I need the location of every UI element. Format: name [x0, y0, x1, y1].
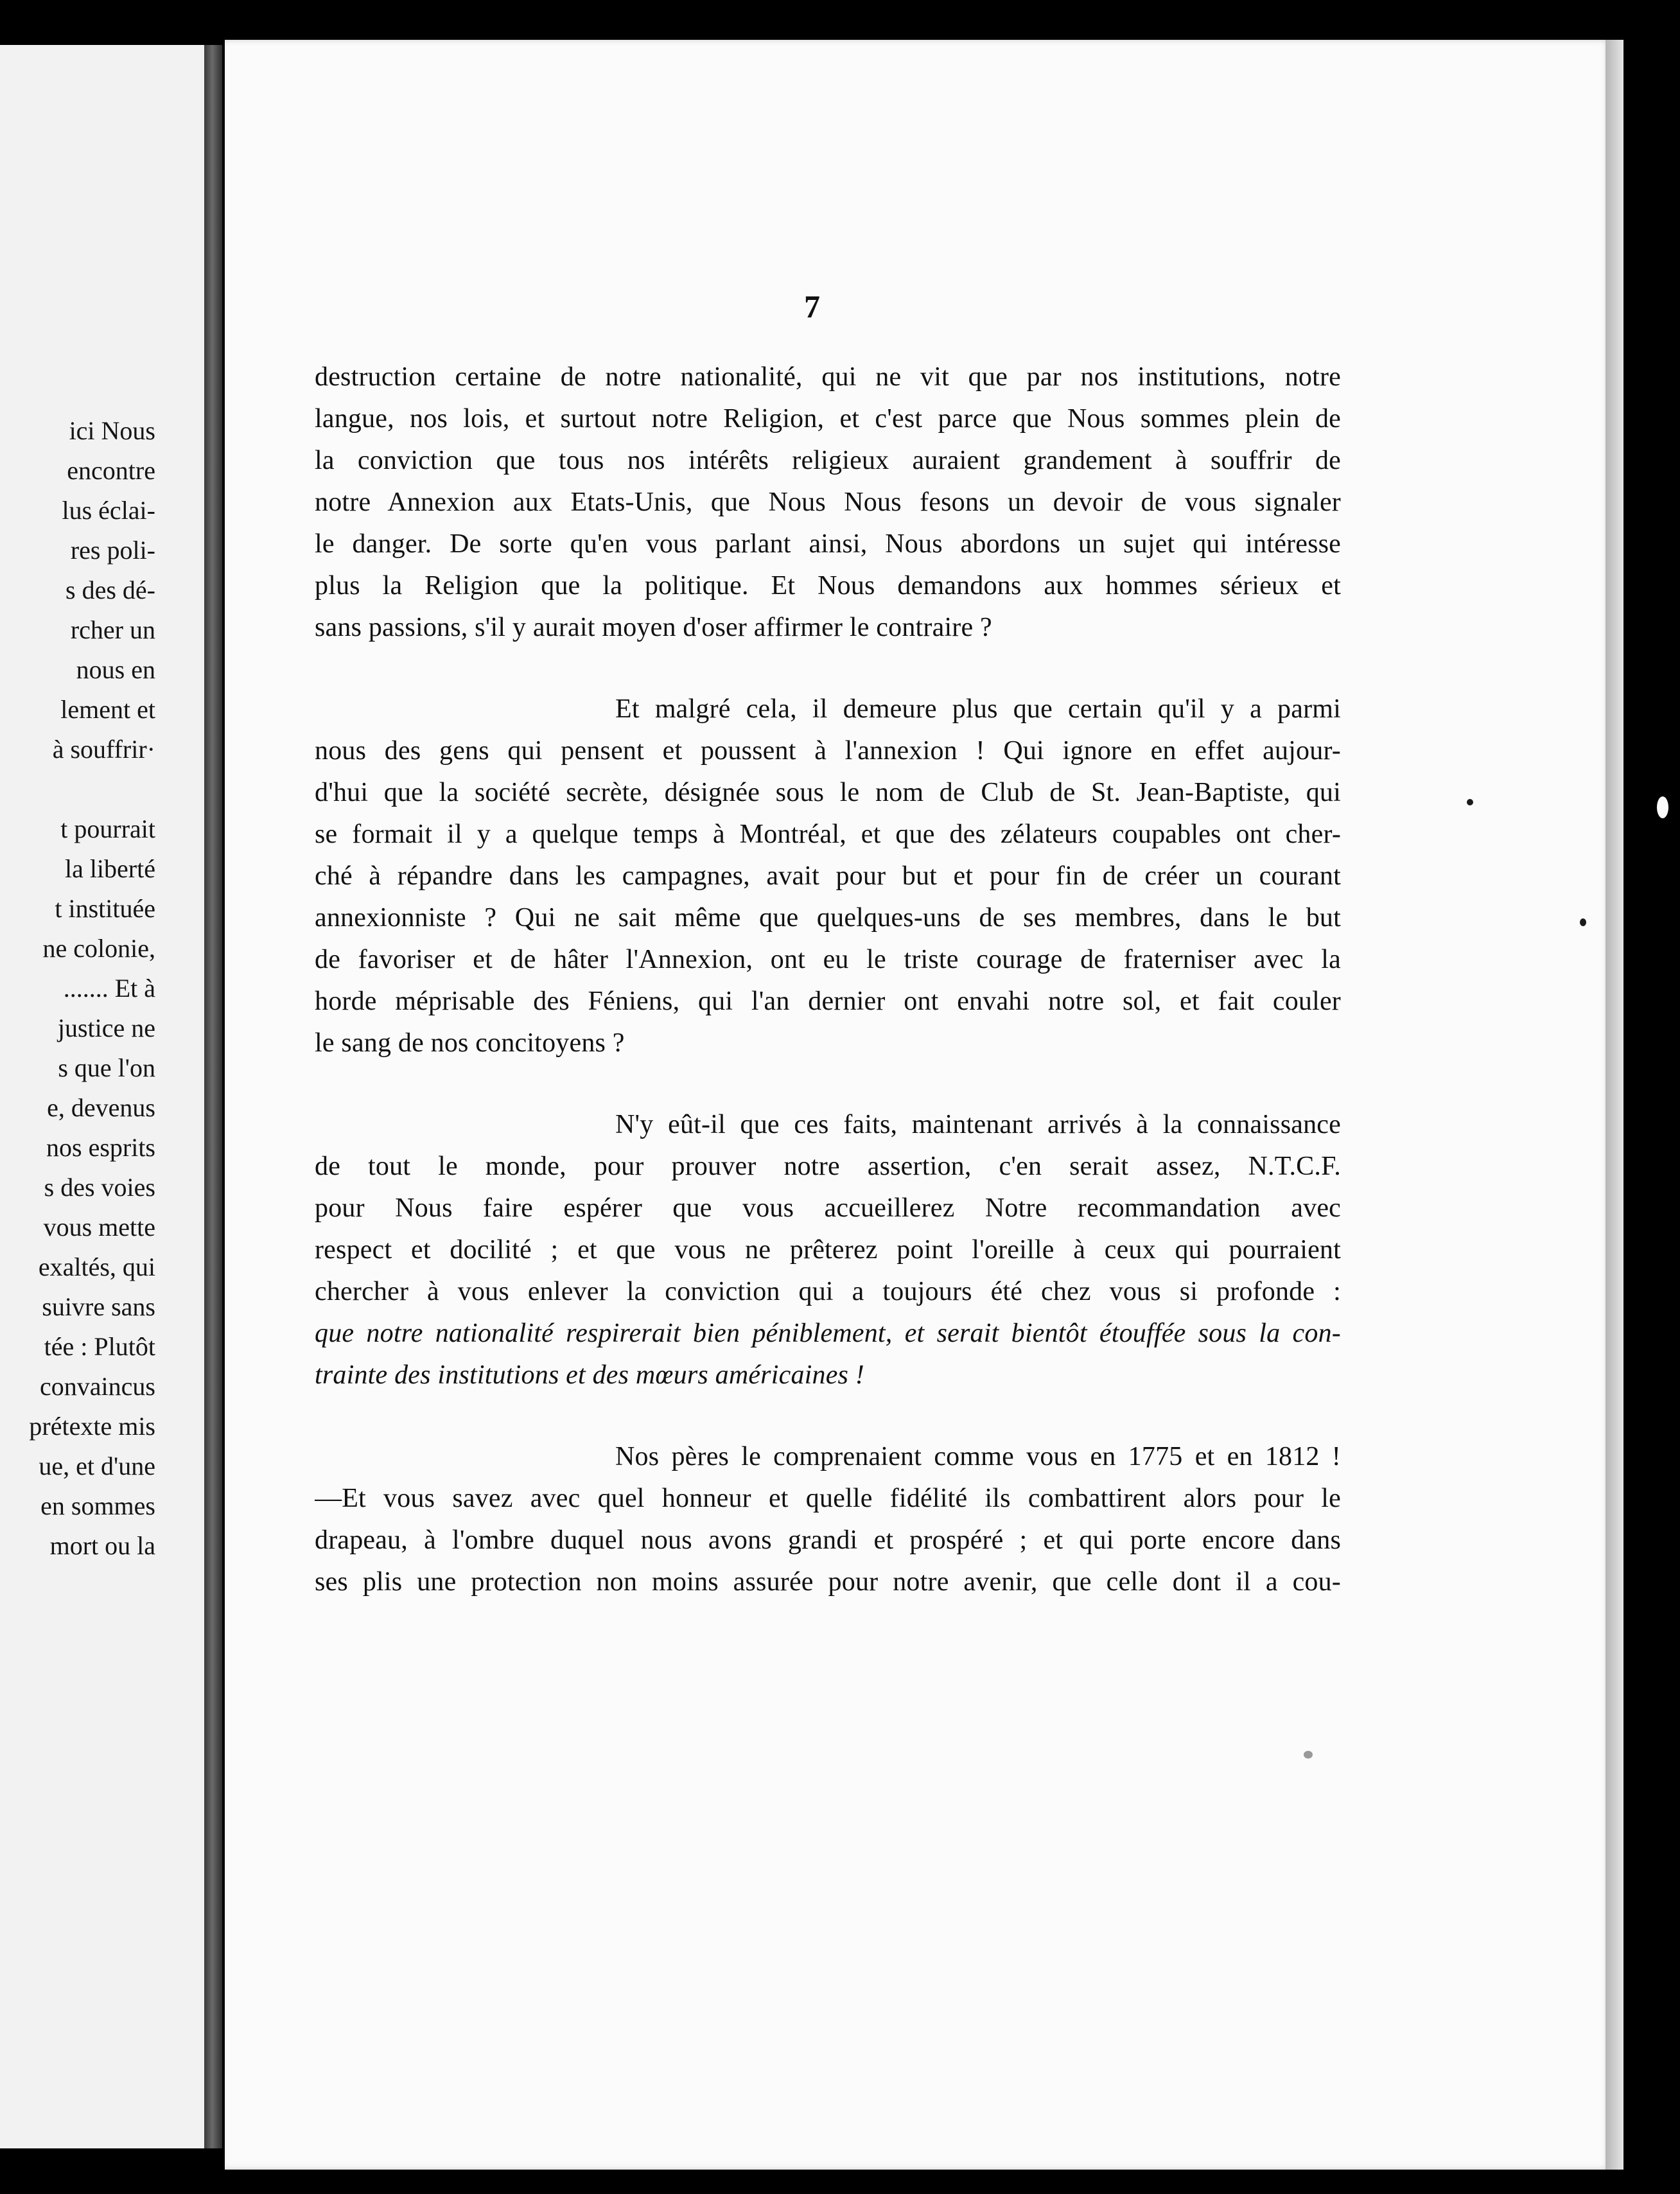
previous-page-line: mort ou la [49, 1531, 155, 1560]
text-line: la conviction que tous nos intérêts religieux auraient grandement à souffrir de [315, 446, 1341, 475]
paragraph [315, 356, 1341, 649]
text-line: N'y eût-il que ces faits, maintenant arrivés à la connaissance [615, 1110, 1341, 1139]
scan-speck [1580, 918, 1586, 926]
previous-page-fragment [0, 45, 207, 2148]
previous-page-line: rcher un [70, 615, 155, 644]
previous-page-line: lus éclai- [62, 496, 155, 525]
page-edge [1606, 40, 1623, 2170]
text-line: Nos pères le comprenaient comme vous en 1775 et en 1812 ! [615, 1442, 1341, 1471]
text-line: sans passions, s'il y aurait moyen d'oser affirmer le contraire ? [315, 613, 992, 642]
text-line: pour Nous faire espérer que vous accueillerez Notre recommandation avec [315, 1193, 1341, 1223]
text-line: notre Annexion aux Etats-Unis, que Nous Nous fesons un devoir de vous signaler [315, 487, 1341, 517]
previous-page-line: suivre sans [42, 1292, 155, 1321]
text-line: trainte des institutions et des mœurs américaines ! [315, 1360, 864, 1390]
previous-page-line: nos esprits [46, 1133, 155, 1162]
text-line: drapeau, à l'ombre duquel nous avons grandi et prospéré ; et qui porte encore dans [315, 1525, 1341, 1555]
text-line: nous des gens qui pensent et poussent à l'annexion ! Qui ignore en effet aujour- [315, 736, 1341, 766]
text-line: de favoriser et de hâter l'Annexion, ont eu le triste courage de fraterniser avec la [315, 945, 1341, 974]
text-line: langue, nos lois, et surtout notre Religion, et c'est parce que Nous sommes plein de [315, 404, 1341, 434]
previous-page-line: lement et [60, 695, 155, 724]
previous-page-line: s que l'on [58, 1053, 155, 1082]
text-line: annexionniste ? Qui ne sait même que quelques-uns de ses membres, dans le but [315, 903, 1341, 933]
scan-speck [1467, 799, 1473, 805]
previous-page-line: ue, et d'une [39, 1452, 155, 1480]
paragraph [315, 1104, 1341, 1396]
text-line: respect et docilité ; et que vous ne prêterez point l'oreille à ceux qui pourraient [315, 1235, 1341, 1265]
text-line: se formait il y a quelque temps à Montréal, et que des zélateurs coupables ont cher- [315, 820, 1341, 849]
previous-page-line: encontre [67, 456, 155, 485]
text-line: —Et vous savez avec quel honneur et quelle fidélité ils combattirent alors pour le [315, 1484, 1341, 1513]
scan-speck [1657, 796, 1668, 818]
previous-page-line: la liberté [64, 854, 155, 883]
previous-page-line: s des voies [44, 1173, 155, 1202]
previous-page-line: ne colonie, [42, 934, 155, 963]
text-line: horde méprisable des Féniens, qui l'an dernier ont envahi notre sol, et fait couler [315, 987, 1341, 1016]
previous-page-line: prétexte mis [29, 1412, 155, 1441]
scan-speck [1304, 1751, 1313, 1759]
previous-page-gap [0, 769, 206, 809]
previous-page-line: justice ne [57, 1014, 155, 1042]
previous-page-line: s des dé- [66, 575, 155, 604]
paragraph [315, 1436, 1341, 1603]
previous-page-line: vous mette [43, 1213, 155, 1242]
page-number: 7 [804, 288, 820, 324]
text-line: Et malgré cela, il demeure plus que certain qu'il y a parmi [615, 694, 1341, 724]
text-line: ché à répandre dans les campagnes, avait pour but et pour fin de créer un courant [315, 861, 1341, 891]
previous-page-line: en sommes [40, 1491, 155, 1520]
text-line: le danger. De sorte qu'en vous parlant ainsi, Nous abordons un sujet qui intéresse [315, 529, 1341, 559]
previous-page-line: e, devenus [47, 1093, 155, 1122]
text-line: d'hui que la société secrète, désignée sous le nom de Club de St. Jean-Baptiste, qui [315, 778, 1341, 807]
previous-page-line: t instituée [55, 894, 155, 923]
previous-page-line: t pourrait [60, 814, 155, 843]
previous-page-line: ....... Et à [63, 974, 155, 1003]
previous-page-line: nous en [76, 655, 155, 684]
text-line: de tout le monde, pour prouver notre assertion, c'en serait assez, N.T.C.F. [315, 1152, 1341, 1181]
previous-page-line: res poli- [70, 536, 155, 565]
text-line: ses plis une protection non moins assurée pour notre avenir, que celle dont il a cou- [315, 1567, 1341, 1597]
text-line: destruction certaine de notre nationalité, qui ne vit que par nos institutions, notre [315, 362, 1341, 392]
previous-page-line: convaincus [40, 1372, 155, 1401]
paragraph [315, 689, 1341, 1064]
previous-page-text [0, 411, 206, 1566]
page-body [315, 356, 1341, 1643]
text-line: le sang de nos concitoyens ? [315, 1028, 625, 1058]
text-line: plus la Religion que la politique. Et Nous demandons aux hommes sérieux et [315, 571, 1341, 601]
text-line: chercher à vous enlever la conviction qui a toujours été chez vous si profonde : [315, 1277, 1341, 1306]
text-line: que notre nationalité respirerait bien péniblement, et serait bientôt étouffée sous la con- [315, 1319, 1341, 1348]
book-gutter [204, 45, 222, 2148]
previous-page-line: à souffrir· [52, 735, 155, 764]
previous-page-line: ici Nous [69, 416, 155, 445]
previous-page-line: exaltés, qui [38, 1252, 155, 1281]
previous-page-line: tée : Plutôt [44, 1332, 155, 1361]
